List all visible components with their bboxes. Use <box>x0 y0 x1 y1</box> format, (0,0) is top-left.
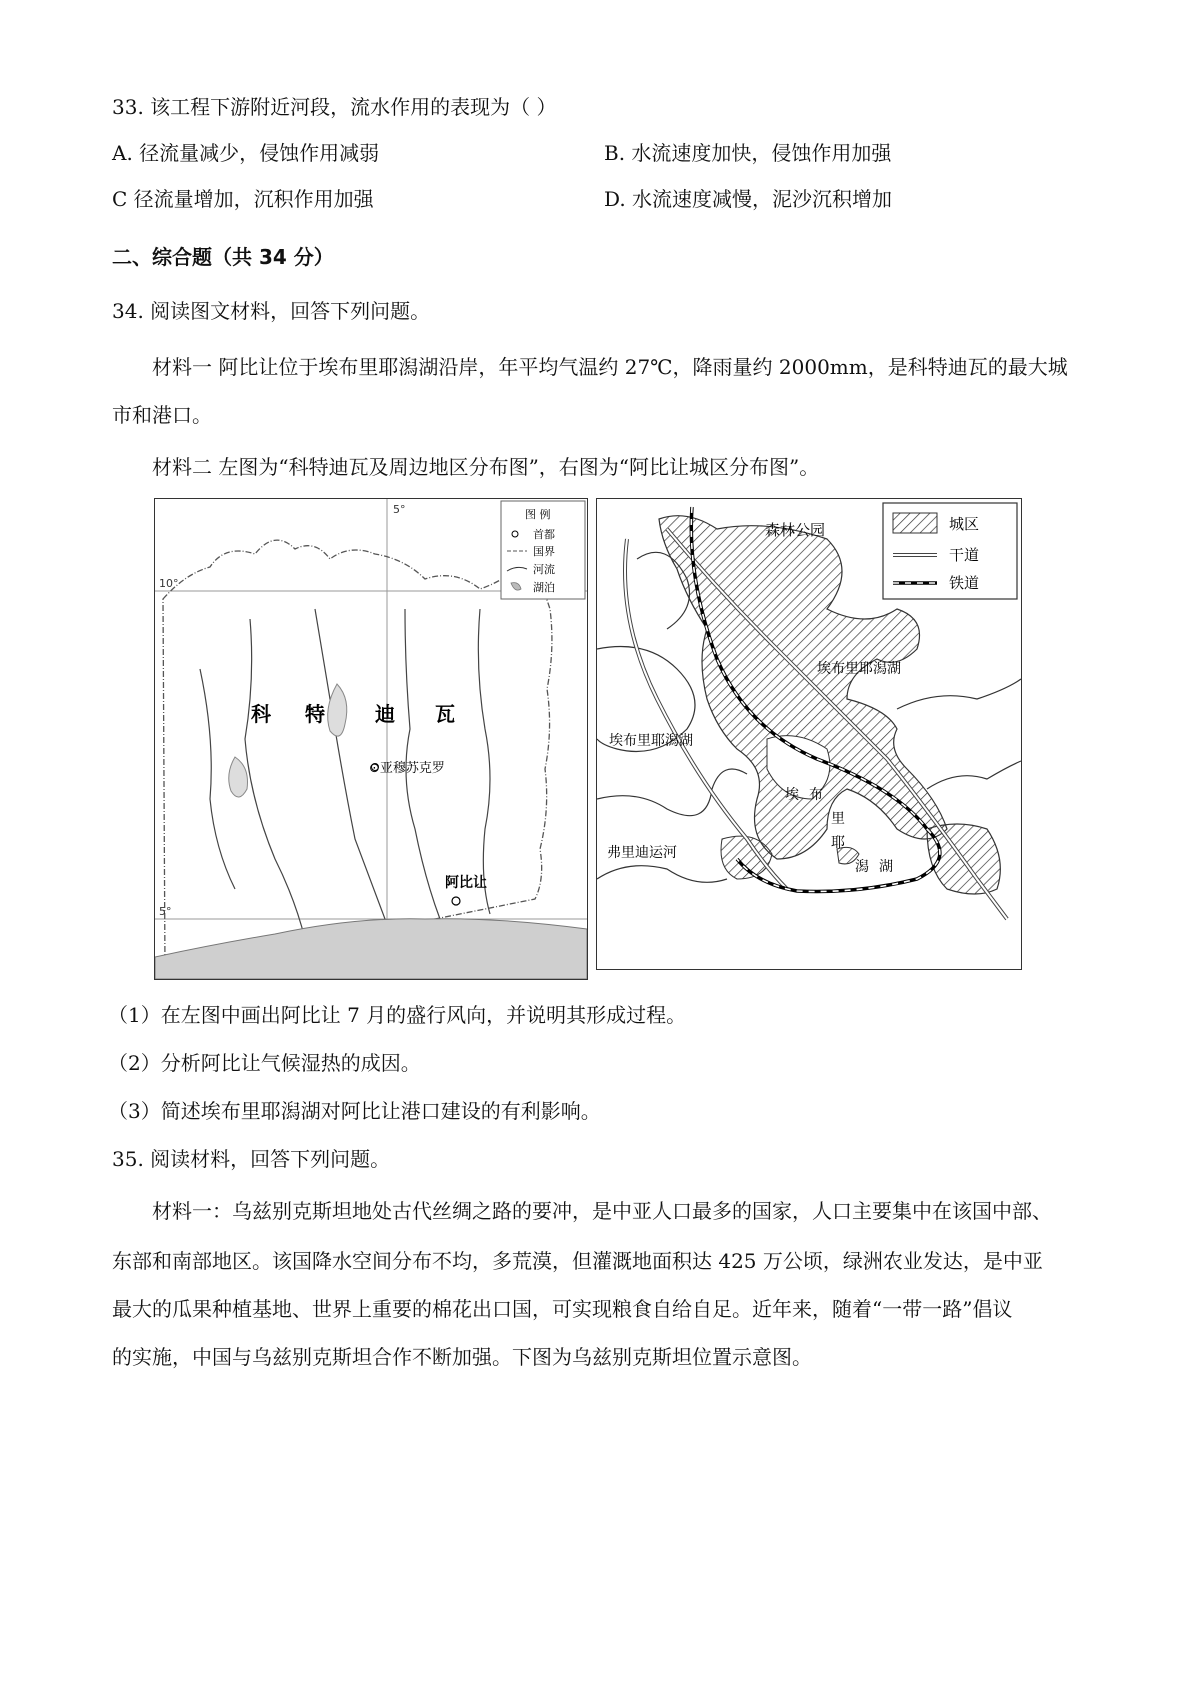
q34-material2: 材料二 左图为“科特迪瓦及周边地区分布图”，右图为“阿比让城区分布图”。 <box>152 455 820 479</box>
lagoon-vertical-char-3: 里 <box>831 811 845 827</box>
lat-top-label: 10° <box>159 577 179 590</box>
q34-stem: 34. 阅读图文材料，回答下列问题。 <box>112 299 431 323</box>
lagoon-vertical-char-1: 埃 <box>785 787 799 803</box>
left-map-legend <box>501 501 585 599</box>
lat-bottom-label: 5° <box>159 905 172 918</box>
legend-lake: 湖泊 <box>533 581 555 594</box>
lagoon-vertical-char-5: 潟 <box>855 859 869 875</box>
lagoon-label-east: 埃布里耶潟湖 <box>817 661 901 677</box>
q33-option-b: B. 水流速度加快，侵蚀作用加强 <box>604 141 892 165</box>
country-char-1: 科 <box>251 702 271 726</box>
legend-capital: 首都 <box>533 528 555 541</box>
q35-line3: 最大的瓜果种植基地、世界上重要的棉花出口国，可实现粮食自给自足。近年来，随着“一带一路”倡议 <box>112 1297 1013 1321</box>
national-border <box>163 540 552 969</box>
q35-line2: 东部和南部地区。该国降水空间分布不均，多荒漠，但灌溉地面积达 425 万公顷，绿洲农业发达，是中亚 <box>112 1249 1043 1273</box>
q35-line4: 的实施，中国与乌兹别克斯坦合作不断加强。下图为乌兹别克斯坦位置示意图。 <box>112 1345 812 1369</box>
legend-river: 河流 <box>533 563 555 576</box>
abidjan-label: 阿比让 <box>445 875 487 891</box>
q34-sub1: （1）在左图中画出阿比让 7 月的盛行风向，并说明其形成过程。 <box>108 1003 687 1027</box>
gulf-of-guinea <box>155 919 587 979</box>
legend-urban: 城区 <box>949 515 980 533</box>
q35-line1: 材料一：乌兹别克斯坦地处古代丝绸之路的要冲，是中亚人口最多的国家，人口主要集中在该国中部、 <box>152 1199 1052 1223</box>
left-map-cote-divoire <box>154 498 588 980</box>
lagoon-vertical-char-4: 耶 <box>831 835 845 851</box>
country-char-4: 瓦 <box>435 702 455 726</box>
canal-label: 弗里迪运河 <box>607 845 677 861</box>
legend-title: 图 例 <box>525 508 551 521</box>
shore-southwest <box>597 866 727 883</box>
shore-east-1 <box>897 679 1021 709</box>
lake-buyo <box>229 757 248 797</box>
capital-label: ⊙亚穆苏克罗 <box>369 761 445 776</box>
right-map-legend <box>883 503 1017 599</box>
lagoon-label-west: 埃布里耶潟湖 <box>609 733 693 749</box>
legend-rail: 铁道 <box>949 574 980 592</box>
legend-border: 国界 <box>533 545 555 558</box>
river-4 <box>478 609 490 914</box>
lon-label: 5° <box>393 503 406 516</box>
q34-sub3: （3）简述埃布里耶潟湖对阿比让港口建设的有利影响。 <box>108 1099 601 1123</box>
q34-material1-line2: 市和港口。 <box>112 403 212 427</box>
country-char-2: 特 <box>305 702 325 726</box>
lake-kossou <box>328 684 347 736</box>
country-char-3: 迪 <box>375 702 395 726</box>
forest-park-label: 森林公园 <box>765 521 826 539</box>
right-map-abidjan <box>596 498 1022 970</box>
lagoon-vertical-char-6: 湖 <box>879 859 893 875</box>
q33-stem: 33. 该工程下游附近河段，流水作用的表现为（ ） <box>112 95 557 119</box>
legend-road: 干道 <box>949 546 980 564</box>
lagoon-vertical-char-2: 布 <box>809 787 823 803</box>
q34-material1-line1: 材料一 阿比让位于埃布里耶潟湖沿岸，年平均气温约 27℃，降雨量约 2000mm，是科特迪瓦的最大城 <box>152 355 1068 379</box>
legend-urban-icon <box>893 513 937 533</box>
river-1 <box>245 619 305 939</box>
q33-option-c: C 径流量增加，沉积作用加强 <box>112 187 374 211</box>
q33-option-a: A. 径流量减少，侵蚀作用减弱 <box>112 141 380 165</box>
q34-sub2: （2）分析阿比让气候湿热的成因。 <box>108 1051 421 1075</box>
q33-option-d: D. 水流速度减慢，泥沙沉积增加 <box>604 187 893 211</box>
section-heading: 二、综合题（共 34 分） <box>112 245 334 269</box>
q35-stem: 35. 阅读材料，回答下列问题。 <box>112 1147 391 1171</box>
abidjan-marker <box>452 897 460 905</box>
shore-east-2 <box>927 761 1021 789</box>
